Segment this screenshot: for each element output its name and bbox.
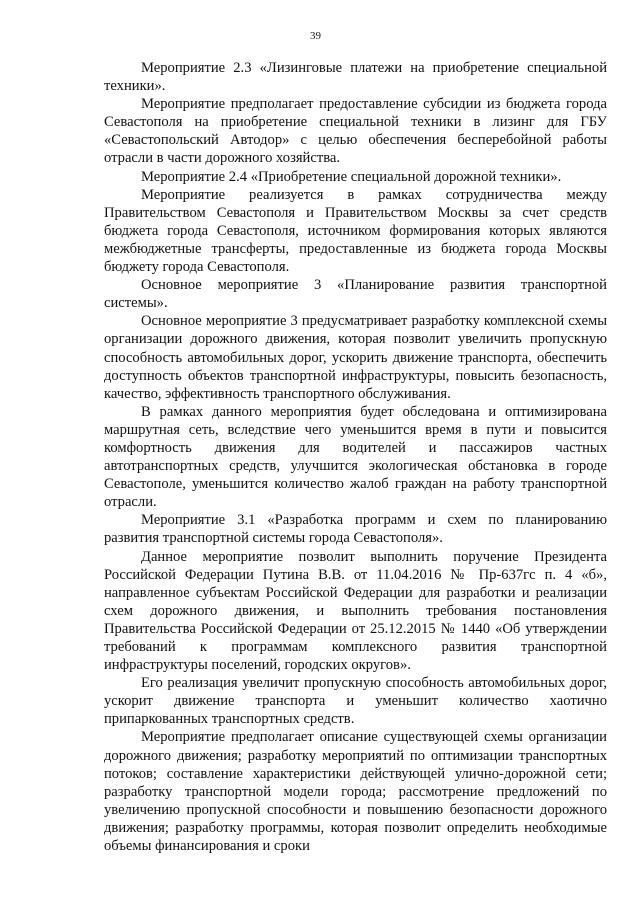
paragraph-measure-3-1-title: Мероприятие 3.1 «Разработка программ и схем по планированию развития транспортной системы города Севастополя». bbox=[104, 512, 607, 547]
paragraph-main-measure-3-title: Основное мероприятие 3 «Планирование развития транспортной системы». bbox=[104, 277, 607, 312]
paragraph-measure-2-3-title: Мероприятие 2.3 «Лизинговые платежи на приобретение специальной техники». bbox=[104, 60, 607, 95]
paragraph-measure-2-3-description: Мероприятие предполагает предоставление субсидии из бюджета города Севастополя на приобретение специальной техники в лизинг для ГБУ «Севастопольский Автодор» с целью обеспечения бесперебойной работы отрасли в части дорожного хозяйства. bbox=[104, 96, 607, 167]
paragraph-measure-2-4-title: Мероприятие 2.4 «Приобретение специальной дорожной техники». bbox=[141, 168, 562, 185]
paragraph-measure-3-1-instruction: Данное мероприятие позволит выполнить поручение Президента Российской Федерации Путина В.В. от 11.04.2016 № Пр-637гс п. 4 «б», направленное субъектам Российской Федерации для разработки и реализации схем дорожного движения, и выполнить требования постановления Правительства Российской Федерации от 25.12.2015 № 1440 «Об утверждении требований к программам комплексного развития транспортной инфраструктуры поселений, городских округов». bbox=[104, 548, 607, 674]
page-number: 39 bbox=[310, 30, 321, 42]
paragraph-implementation-effect: Его реализация увеличит пропускную способность автомобильных дорог, ускорит движение транспорта и уменьшит количество хаотично припаркованных транспортных средств. bbox=[104, 675, 607, 728]
paragraph-route-network: В рамках данного мероприятия будет обследована и оптимизирована маршрутная сеть, вследствие чего уменьшится время в пути и повысится комфортность движения для водителей и пассажиров частных автотранспортных средств, улучшится экологическая обстановка в городе Севастополе, уменьшится количество жалоб граждан на работу транспортной отрасли. bbox=[104, 403, 607, 511]
paragraph-measure-2-4-description: Мероприятие реализуется в рамках сотрудничества между Правительством Севастополя и Правительством Москвы за счет средств бюджета города Севастополя, источником формирования которых являются межбюджетные трансферты, предоставленные из бюджета города Москвы бюджету города Севастополя. bbox=[104, 186, 607, 276]
paragraph-main-measure-3-description: Основное мероприятие 3 предусматривает разработку комплексной схемы организации дорожного движения, которая позволит увеличить пропускную способность автомобильных дорог, ускорить движение транспорта, обеспечить доступность объектов транспортной инфраструктуры, повысить безопасность, качество, эффективность транспортного обслуживания. bbox=[104, 313, 607, 402]
paragraph-measure-scope: Мероприятие предполагает описание существующей схемы организации дорожного движения; разработку мероприятий по оптимизации транспортных потоков; составление характеристики действующей улично-дорожной сети; разработку транспортной модели города; рассмотрение предложений по увеличению пропускной способности и повышению безопасности дорожного движения; разработку программы, которая позволит определить необходимые объемы финансирования и сроки bbox=[104, 729, 607, 855]
document-body bbox=[104, 59, 607, 855]
